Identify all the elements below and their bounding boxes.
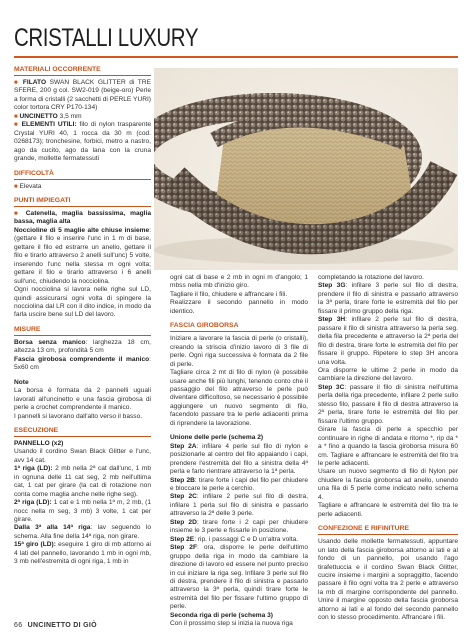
row-2-label: 2ª riga (LD): [14,499,52,507]
difficulty-heading: DIFFICOLTÀ [14,170,151,180]
unione-heading: Unione delle perle (schema 2) [170,434,264,442]
step-3c [318,384,458,426]
row-2-text: 1 cat e 1 mb nella 1ª m, 2 mb, (1 nocc nella m seg, 3 mb) 3 volte, 1 cat per girare. [14,499,151,524]
filato-text: SWAN BLACK GLITTER di TRE SFERE, 200 g col. SW2-019 (beige-oro) Perle a forma di cristalli (2 sacchetti di PERLE YURI) color tortora CRY P170-134) [14,79,151,112]
row-15-text: eseguire 1 giro di mb attorno ai 4 lati del pannello, lavorando 1 mb in ogni mb, 3 mb nell'estremità di ogni riga, 1 mb in [14,541,151,566]
seconda-text: Con il prossimo step si inizia la nuova riga [170,620,293,628]
page-footer [14,622,97,629]
step-3g [318,282,458,316]
step-2c [170,493,308,518]
execution-row-3 [14,524,151,541]
uncinetto-label: UNCINETTO [19,112,58,120]
measures-borsa [14,339,151,356]
filato-label: FILATO [22,79,47,86]
confezione-heading: CONFEZIONE E RIFINITURE [318,525,458,535]
row-1-label: 1ª riga (LD): [14,465,53,473]
fascia-text: : 5x60 cm [14,355,151,372]
points-noccioline [14,227,151,286]
col2-p1: ogni cat di base e 2 mb in ogni m d'angolo; 1 mbss nella mb d'inizio giro. [170,274,308,290]
square-bullet-icon: ■ [14,210,21,217]
column-2 [170,274,308,629]
step-3g-text: : infilare 3 perle sul filo di destra, prendere il filo di sinistra e passarlo attraverso la 3ª perla, tirare forte le estremità del filo per fissare il primo gruppo della riga. [318,282,458,315]
materials-elementi [14,121,151,163]
step-2b-label: Step 2B [170,476,195,484]
elementi-label: ELEMENTI UTILI: [21,121,77,129]
fascia-p2: Tagliare circa 2 mt di filo di nylon (è possibile usare anche fili più lunghi, tenendo conto che il passaggio del filo attraverso le perle può diventare difficoltoso, se necessario è possibile aggiungere un nuovo segmento di filo, facendolo passare tra le perle adiacenti prima di riprendere la lavorazione. [170,369,308,427]
fascia-p1: Iniziare a lavorare la fascia di perle (o cristalli), creando la striscia d'inizio lavoro di 3 file di perle. Ogni riga successiva è formata da 2 file di perle. [170,335,308,368]
borsa-text: : larghezza 18 cm, altezza 13 cm, profondità 5 cm [14,338,152,355]
step-2d [170,519,308,536]
noccioline-text: : (gettare il filo e inserire l'unc in 1 m di base, gettare il filo ed estrarre un anello, gettare il filo e tirarlo attraverso 2 anelli sull'unc) 5 volte, inserendo l'unc nella stessa m ogni volta; gettare il filo e tirarlo attraverso i 6 anelli sull'unc, chiudendo la nocciolina. [14,226,151,285]
noccioline-label: Noccioline di 5 maglie alte chiuse insieme [14,226,150,234]
step-2a [170,443,308,477]
step-2d-label: Step 2D [170,518,197,526]
step-2c-label: Step 2C [170,493,197,501]
measures-fascia [14,356,151,373]
points-list-label: Catenella, maglia bassissima, maglia bassa, maglia alta [14,209,152,226]
bag-photo [154,68,458,270]
col3-p2: Ora disporre le ultime 2 perle in modo da cambiare la direzione del lavoro. [318,366,458,383]
execution-heading: ESECUZIONE [14,427,151,437]
magazine-name: UNCINETTO DI GIÒ [27,622,97,629]
step-2b-text: : tirare forte i capi del filo per chiudere e bloccare le perle a cerchio. [170,476,308,492]
execution-row-15 [14,541,151,566]
note-text-1: La borsa è formata da 2 pannelli uguali lavorati all'uncinetto e una fascia girobosa di perle a crochet comprendente il manico. [14,387,151,412]
materials-filato [14,79,151,113]
note-heading: Note [14,378,29,386]
step-2e-text: : rip. i passaggi C e D un'altra volta. [194,535,299,543]
step-2f-label: Step 2F [170,544,197,552]
measures-heading: MISURE [14,326,151,336]
column-1 [14,66,151,567]
step-3g-label: Step 3G [318,282,346,290]
points-note: Ogni nocciolina si lavora nelle righe sul LD, quindi assicurarsi ogni volta di spingere la nocciolina dal LR con il dito indice, in modo da farla uscire bene sul LD del lavoro. [14,286,151,319]
elementi-text: filo di nylon trasparente Crystal YURI 40, 1 rocca da 30 m (cod. 0268173); tronchesine, forbici, metro a nastro, ago da cucito, ago da lana con la cruna grande, mollette fermatessuti [14,121,151,163]
row-15-label: 15ª giro (LD): [14,541,56,549]
page-number: 66 [14,622,23,629]
uncinetto-text: 3,5 mm [57,112,82,120]
row-1-text: 2 mb nella 2ª cat dall'unc, 1 mb in ognuna delle 11 cat seg, 2 mb nell'ultima cat, 1 cat per girare (la cat di rotazione non conta come maglia anche nelle righe seg). [14,465,151,498]
step-2a-label: Step 2A [170,442,197,450]
step-2b [170,477,308,494]
step-2c-text: : infilare 2 perle sul filo di destra, infilare 1 perla sul filo di sinistra e passarlo attraverso la 2ª delle 3 perle. [170,493,308,518]
step-3h-text: : infilare 2 perle sul filo di destra, passare il filo di sinistra attraverso la perla seg. della fila precedente e attraverso la 2ª perla del filo di destra, tirare forte le estremità del filo per fissare il gruppo. Ripetere lo step 3H ancora una volta. [318,316,458,366]
points-list [14,210,151,227]
step-3c-text: : passare il filo di sinistra nell'ultima perla della riga precedente, infilare 2 perle sullo stesso filo, passare il filo di destra attraverso la 2ª perla, tirare forte le estremità del filo per fissare l'ultimo gruppo. [318,383,458,425]
col3-p5: Tagliare e affrancare le estremità del filo tra le perle adiacenti. [318,502,458,518]
row-3-text: : lav seguendo lo schema. Alla fine della 14ª riga, non girare. [14,524,152,540]
col2-p2: Tagliare il filo, chiudere e affrancare i fili. [170,290,288,298]
seconda-heading: Seconda riga di perle (schema 3) [170,611,273,619]
col3-p1: completando la rotazione del lavoro. [318,274,424,281]
col3-p4: Usare un nuovo segmento di filo di Nylon per chiudere la fascia giroborsa ad anello, unendo una fila di 5 perle come indicato nello schema 4. [318,468,458,501]
confezione-text: Usando delle mollette fermatessuti, appuntare un lato della fascia giroborsa attorno ai lati e al fondo di un pannello, poi usando l'ago tirafettuccia e il cordino Swan Black Glitter, cucire insieme i margini a sopraggitto, facendo passare il filo ogni volta tra 2 perle e attraverso la mb di margine corrispondente del pannello. Unire il margine opposto della fascia giroborsa attorno ai lati e al fondo del secondo pannello con lo stesso procedimento. Affrancare i fili. [318,538,458,622]
step-2f-text: : ora, disporre le perle dell'ultimo gruppo della riga in modo da cambiare la direzione di lavoro ed essere nel punto preciso in cui iniziare la riga seg. Infilare 3 perle sul filo di destra, prendere il filo di sinistra e passarlo attraverso la 3ª perla, quindi tirare forte le estremità del filo per fissare l'ultimo gruppo di perle. [170,544,308,611]
column-3 [318,274,458,623]
execution-sub: PANNELLO (x2) [14,439,64,447]
square-bullet-icon: ■ [14,122,19,129]
bag-photo-drawing [154,68,458,270]
step-3c-label: Step 3C [318,383,345,391]
page-title: CRISTALLI LUXURY [14,24,199,52]
title-divider [14,56,458,58]
square-bullet-icon: ■ [14,113,18,120]
step-2e-label: Step 2E [170,535,195,543]
step-2d-text: : tirare forte i 2 capi per chiudere insieme le 3 perle e fissarle in posizione. [170,518,308,535]
points-heading: PUNTI IMPIEGATI [14,197,151,207]
row-3-label: Dalla 3ª alla 14ª riga [14,524,91,532]
step-3h-label: Step 3H [318,316,346,324]
col3-p3: Girare la fascia di perle a specchio per continuare in righe di andata e ritorno *, rip da * a * fino a quando la fascia giroborsa misura 60 cm. Tagliare e affrancare le estremità del filo tra le perle adiacenti. [318,426,458,467]
execution-intro: Usando il cordino Swan Black Glitter e l'unc, avv 14 cat. [14,448,151,464]
col2-p3: Realizzare il secondo pannello in modo identico. [170,299,308,315]
execution-row-1 [14,465,151,499]
fascia-heading: FASCIA GIROBORSA [170,322,308,332]
note-text-2: I pannelli si lavorano dall'alto verso il basso. [14,412,143,420]
step-2f [170,544,308,612]
difficulty-text: Elevata [19,182,42,190]
borsa-label: Borsa senza manico [14,338,86,346]
difficulty-value [14,183,151,191]
step-2a-text: : infilare 4 perle sul filo di nylon e posizionarle al centro del filo appaiando i capi, prendere l'estremità del filo a sinistra della 4ª perla e farlo rientrare attraverso la 1ª perla. [170,442,308,476]
square-bullet-icon: ■ [14,183,18,190]
square-bullet-icon: ■ [14,80,20,86]
execution-row-2 [14,499,151,524]
step-3h [318,316,458,367]
fascia-label: Fascia girobosa comprendente il manico [14,355,150,363]
materials-uncinetto [14,113,151,121]
step-2e [170,536,308,544]
materials-heading: MATERIALI OCCORRENTE [14,66,151,76]
